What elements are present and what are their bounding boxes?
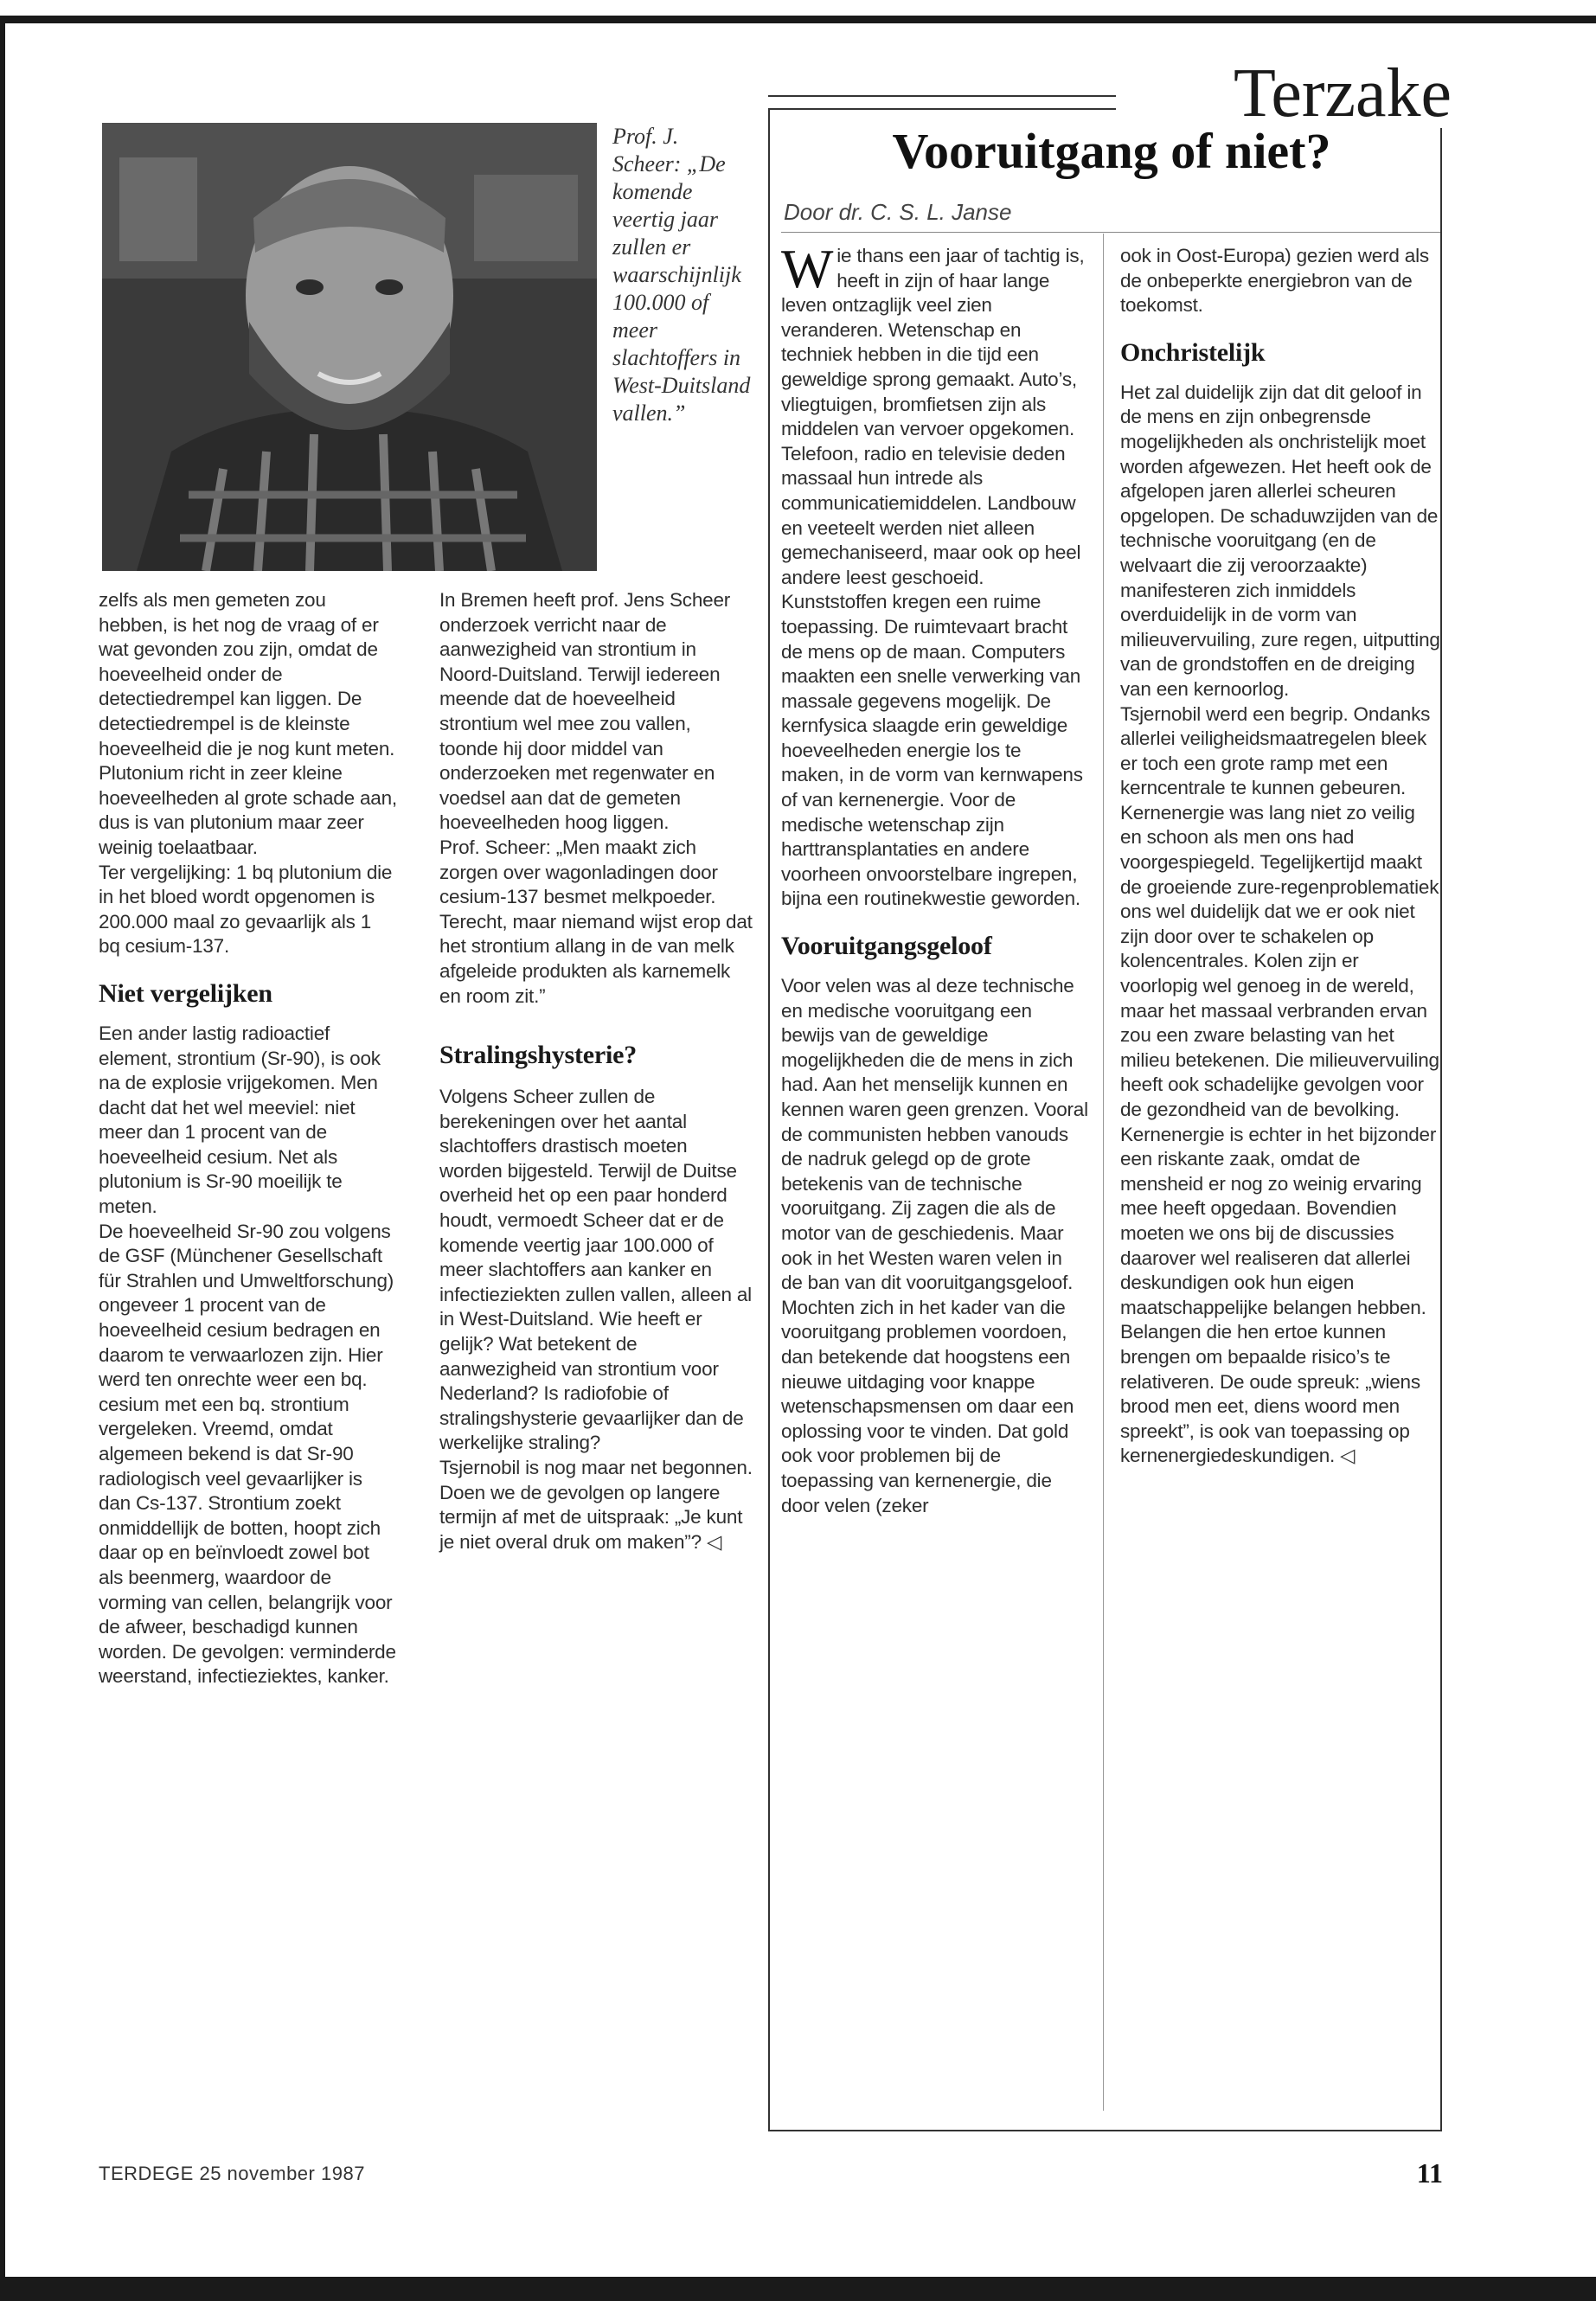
subhead-stralingshysterie: Stralingshysterie?	[439, 1041, 638, 1070]
bottom-rule	[0, 2277, 1596, 2301]
col3-lead-text: ie thans een jaar of tachtig is, heeft in zijn of haar lange leven ontzaglijk veel zien veranderen. Wetenschap en techniek hebben in die tijd een geweldige sprong gemaakt. Auto’s, vliegtuigen, bromfietsen zijn als middelen van vervoer opgekomen. Telefoon, radio en televisie deden massaal hun intrede als communicatiemiddelen. Landbouw en veeteelt werden niet alleen gemechaniseerd, maar ook op heel andere leest geschoeid. Kunststoffen kregen een ruime toepassing. De ruimtevaart bracht de mens op de maan. Computers maakten een snelle verwerking van massale gegevens mogelijk. De kernfysica slaagde erin geweldige hoeveelheden energie los te maken, in de vorm van kernwapens of van kernenergie. Voor de medische wetenschap zijn harttransplantaties en andere voorheen onvoorstelbare ingrepen, bijna een routinekwestie geworden.	[781, 245, 1085, 910]
subhead-niet-vergelijken: Niet vergelijken	[99, 978, 272, 1008]
column-2	[439, 588, 753, 1554]
header-divider	[781, 232, 1440, 233]
photo-caption: Prof. J. Scheer: „De komende veertig jaar zullen er waarschijnlijk 100.000 of meer slachtoffers in West-Duitsland vallen.”	[612, 124, 751, 426]
portrait-illustration	[102, 123, 597, 571]
col4-paragraph: Kernenergie is echter in het bijzonder een riskante zaak, omdat de mensheid er nog zo weinig ervaring mee heeft opgedaan. Bovendien moeten we ons bij de discussies daarover wel realiseren dat allerlei deskundigen ook hun eigen maatschappelijke belangen hebben. Belangen die hen ertoe kunnen brengen om bepaalde risico’s te relativeren. De oude spreuk: „wiens brood men eet, diens woord men spreekt”, is ook van toepassing op kernenergiedeskundigen. ◁	[1120, 1123, 1437, 1467]
column-1	[99, 588, 397, 1689]
col2-paragraph: Volgens Scheer zullen de berekeningen over het aantal slachtoffers drastisch moeten worden bijgesteld. Terwijl de Duitse overheid het op een paar honderd houdt, vermoedt Scheer dat er de komende veertig jaar 100.000 of meer slachtoffers aan kanker en infectieziekten zullen vallen, alleen al in West-Duitsland. Wie heeft er gelijk? Wat betekent de aanwezigheid van strontium voor Nederland? Is radiofobie of stralingshysterie gevaarlijker dan de werkelijke straling?	[439, 1086, 752, 1454]
col1-paragraph: Ter vergelijking: 1 bq plutonium die in het bloed wordt opgenomen is 200.000 maal zo gevaarlijk als 1 bq cesium-137.	[99, 861, 393, 958]
portrait-photo	[102, 123, 597, 571]
col1-paragraph: zelfs als men gemeten zou hebben, is het nog de vraag of er wat gevonden zou zijn, omdat de hoeveelheid onder de detectiedrempel kan liggen. De detectiedrempel is de kleinste hoeveelheid die je nog kunt meten. Plutonium richt in zeer kleine hoeveelheden al grote schade aan, dus is van plutonium maar zeer weinig toelaatbaar.	[99, 589, 397, 858]
col1-paragraph: De hoeveelheid Sr-90 zou volgens de GSF (Münchener Gesellschaft für Strahlen und Umweltforschung) ongeveer 1 procent van de hoeveelheid cesium bedragen en daarom te verwaarlozen zijn. Hier werd ten onrechte weer een bq. cesium met een bq. strontium vergeleken. Vreemd, omdat algemeen bekend is dat Sr-90 radiologisch veel gevaarlijker is dan Cs-137. Strontium zoekt onmiddellijk de botten, hoopt zich daar op en beïnvloedt zowel bot als beenmerg, waardoor de vorming van cellen, belangrijk voor de afweer, beschadigd kunnen worden. De gevolgen: verminderde weerstand, infectieziektes, kanker.	[99, 1220, 396, 1688]
col4-paragraph: Het zal duidelijk zijn dat dit geloof in de mens en zijn onbegrensde mogelijkheden als onchristelijk moet worden afgewezen. Het heeft ook de afgelopen jaren allerlei scheuren opgelopen. De schaduwzijden van de technische vooruitgang (en de welvaart die zij veroorzaakte) manifesteren zich inmiddels overduidelijk in de vorm van milieuvervuiling, zure regen, uitputting van de grondstoffen en de dreiging van een kernoorlog.	[1120, 381, 1440, 700]
page-number: 11	[1416, 2157, 1443, 2189]
top-rule	[0, 16, 1596, 23]
article-byline: Door dr. C. S. L. Janse	[784, 199, 1012, 225]
col3-paragraph: Mochten zich in het kader van die vooruitgang problemen voordoen, dan betekende dat hoogstens een nieuwe uitdaging voor knappe wetenschapsmensen om daar een oplossing voor te vinden. Dat gold ook voor problemen bij de toepassing van kernenergie, die door velen (zeker	[781, 1296, 1074, 1516]
col2-paragraph: In Bremen heeft prof. Jens Scheer onderzoek verricht naar de aanwezigheid van strontium in Noord-Duitsland. Terwijl iedereen meende dat de hoeveelheid strontium wel mee zou vallen, toonde hij door middel van onderzoeken met regenwater en voedsel aan dat de gemeten hoeveelheden hoog liggen.	[439, 589, 731, 834]
col3-paragraph	[781, 238, 1088, 912]
column-4	[1120, 244, 1440, 1469]
drop-cap: W	[781, 238, 834, 299]
left-rule	[0, 16, 5, 2282]
column-3	[781, 238, 1088, 1518]
section-label: Terzake	[1116, 59, 1452, 128]
col1-paragraph: Een ander lastig radioactief element, strontium (Sr-90), is ook na de explosie vrijgekomen. Men dacht dat het wel meeviel: niet meer dan 1 procent van de hoeveelheid cesium. Net als plutonium is Sr-90 moeilijk te meten.	[99, 1022, 381, 1218]
subhead-vooruitgangsgeloof: Vooruitgangsgeloof	[781, 932, 992, 961]
col4-paragraph: ook in Oost-Europa) gezien werd als de onbeperkte energiebron van de toekomst.	[1120, 245, 1429, 317]
col4-paragraph: Tsjernobil werd een begrip. Ondanks allerlei veiligheidsmaatregelen bleek er toch een grote ramp met een kerncentrale te kunnen gebeuren. Kernenergie was lang niet zo veilig en schoon als men ons had voorgespiegeld. Tegelijkertijd maakt de groeiende zure-regenproblematiek ons wel duidelijk dat we er ook niet zijn door over te schakelen op kolencentrales. Kolen zijn er voorlopig wel genoeg in de wereld, maar het massaal verbranden ervan zou een zware belasting van het milieu betekenen. Die milieuvervuiling heeft ook schadelijke gevolgen voor de gezondheid van de bevolking.	[1120, 702, 1439, 1120]
col2-paragraph: Tsjernobil is nog maar net begonnen. Doen we de gevolgen op langere termijn af met de uitspraak: „Je kunt je niet overal druk om maken”? ◁	[439, 1457, 753, 1553]
footer-publication: TERDEGE 25 november 1987	[99, 2163, 365, 2184]
subhead-onchristelijk: Onchristelijk	[1120, 337, 1266, 367]
col2-paragraph: Prof. Scheer: „Men maakt zich zorgen over wagonladingen door cesium-137 besmet melkpoeder. Terecht, maar niemand wijst erop dat het strontium allang in de van melk afgeleide produkten als karnemelk en room zit.”	[439, 836, 753, 1007]
col3-paragraph: Voor velen was al deze technische en medische vooruitgang een bewijs van de geweldige mogelijkheden die de mens in zich had. Aan het menselijk kunnen en kennen waren geen grenzen. Vooral de communisten hebben vanouds de nadruk gelegd op de grote betekenis van de technische vooruitgang. Zij zagen die als de motor van de geschiedenis. Maar ook in het Westen waren velen in de ban van dit vooruitgangsgeloof.	[781, 975, 1088, 1294]
article-headline: Vooruitgang of niet?	[892, 123, 1331, 179]
column-divider	[1103, 234, 1104, 2111]
